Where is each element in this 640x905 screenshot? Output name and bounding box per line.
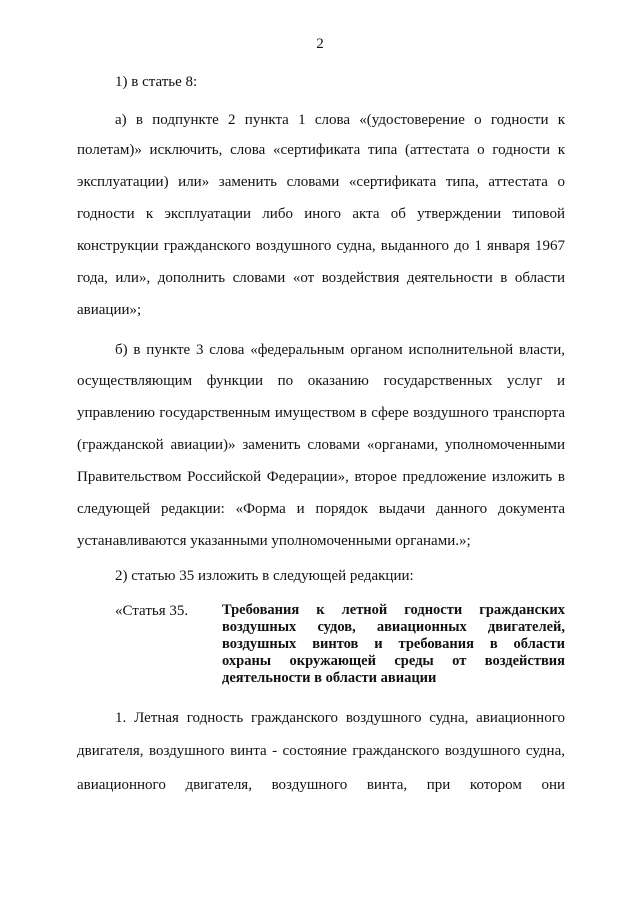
paragraph-line: годности к эксплуатации либо иного акта об утверждении типовой [77, 206, 565, 222]
paragraph-line: 1. Летная годность гражданского воздушного судна, авиационного [115, 710, 565, 726]
paragraph-line: б) в пункте 3 слова «федеральным органом исполнительной власти, [115, 342, 565, 358]
paragraph-line: следующей редакции: «Форма и порядок выдачи данного документа [77, 501, 565, 517]
paragraph-line: года, или», дополнить словами «от воздействия деятельности в области [77, 270, 565, 286]
article-title-line: Требования к летной годности гражданских [222, 602, 565, 618]
paragraph-line: 1) в статье 8: [115, 74, 198, 90]
paragraph-line: 2) статью 35 изложить в следующей редакции: [115, 568, 414, 584]
paragraph-line: управлению государственным имуществом в сфере воздушного транспорта [77, 405, 565, 421]
article-title-line: охраны окружающей среды от воздействия [222, 653, 565, 669]
paragraph-line: эксплуатации) или» заменить словами «сертификата типа, аттестата о [77, 174, 565, 190]
paragraph-line: полетам)» исключить, слова «сертификата типа (аттестата о годности к [77, 142, 565, 158]
page-number: 2 [316, 36, 324, 52]
paragraph-line: авиационного двигателя, воздушного винта, при котором они [77, 777, 565, 793]
paragraph-line: авиации»; [77, 302, 142, 318]
paragraph-line: устанавливаются указанными уполномоченными органами.»; [77, 533, 471, 549]
article-title-line: воздушных винтов и требования в области [222, 636, 565, 652]
paragraph-line: двигателя, воздушного винта - состояние гражданского воздушного судна, [77, 743, 565, 759]
article-number: «Статья 35. [115, 603, 189, 619]
paragraph-line: осуществляющим функции по оказанию государственных услуг и [77, 373, 565, 389]
article-title-line: деятельности в области авиации [222, 670, 437, 686]
paragraph-line: конструкции гражданского воздушного судна, выданного до 1 января 1967 [77, 238, 565, 254]
paragraph-line: а) в подпункте 2 пункта 1 слова «(удостоверение о годности к [115, 112, 565, 128]
article-title-line: воздушных судов, авиационных двигателей, [222, 619, 565, 635]
paragraph-line: Правительством Российской Федерации», второе предложение изложить в [77, 469, 565, 485]
paragraph-line: (гражданской авиации)» заменить словами «органами, уполномоченными [77, 437, 565, 453]
